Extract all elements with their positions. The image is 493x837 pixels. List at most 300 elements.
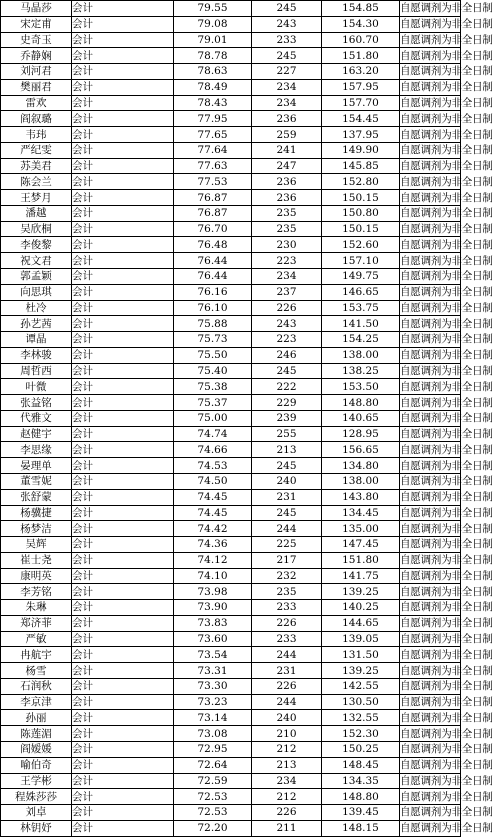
remark-cell: 自愿调剂为非全日制 [400, 774, 493, 787]
total-score-cell: 132.55 [322, 710, 400, 726]
score-cell: 77.53 [174, 174, 252, 190]
remark-cell: 自愿调剂为非全日制 [400, 759, 493, 772]
table-row [1, 111, 461, 127]
score-cell: 74.12 [174, 552, 252, 568]
major-cell: 会计 [72, 300, 174, 316]
remark-cell: 自愿调剂为非全日制 [400, 522, 493, 535]
total-score-cell: 150.15 [322, 221, 400, 237]
total-score-cell: 143.80 [322, 489, 400, 505]
candidate-name-cell: 杜冷 [1, 300, 72, 316]
exam-score-cell: 226 [252, 805, 322, 821]
remark-cell: 自愿调剂为非全日制 [400, 81, 493, 94]
exam-score-cell: 245 [252, 363, 322, 379]
exam-score-cell: 226 [252, 300, 322, 316]
score-cell: 74.50 [174, 473, 252, 489]
table-row [1, 332, 461, 348]
candidate-name-cell: 刘河君 [1, 64, 72, 80]
score-cell: 76.87 [174, 205, 252, 221]
score-cell: 73.14 [174, 710, 252, 726]
major-cell: 会计 [72, 442, 174, 458]
major-cell: 会计 [72, 584, 174, 600]
candidate-name-cell: 李京津 [1, 694, 72, 710]
major-cell: 会计 [72, 694, 174, 710]
remark-cell: 自愿调剂为非全日制 [400, 428, 493, 441]
candidate-name-cell: 吴欣桐 [1, 221, 72, 237]
score-cell: 73.90 [174, 600, 252, 616]
total-score-cell: 148.15 [322, 820, 400, 836]
total-score-cell: 147.45 [322, 537, 400, 553]
total-score-cell: 144.65 [322, 615, 400, 631]
score-cell: 72.59 [174, 773, 252, 789]
candidate-name-cell: 李林骏 [1, 347, 72, 363]
total-score-cell: 154.25 [322, 332, 400, 348]
candidate-name-cell: 王学彬 [1, 773, 72, 789]
table-row [1, 426, 461, 442]
major-cell: 会计 [72, 347, 174, 363]
table-row [1, 300, 461, 316]
candidate-name-cell: 乔静娴 [1, 48, 72, 64]
candidate-name-cell: 代雅文 [1, 410, 72, 426]
score-cell: 77.95 [174, 111, 252, 127]
table-row [1, 174, 461, 190]
candidate-name-cell: 孙丽 [1, 710, 72, 726]
remark-cell: 自愿调剂为非全日制 [400, 175, 493, 188]
table-row [1, 16, 461, 32]
table-row [1, 489, 461, 505]
table-row [1, 32, 461, 48]
score-cell: 74.10 [174, 568, 252, 584]
exam-score-cell: 234 [252, 773, 322, 789]
remark-cell: 自愿调剂为非全日制 [400, 443, 493, 456]
table-row [1, 316, 461, 332]
remark-cell: 自愿调剂为非全日制 [400, 506, 493, 519]
exam-score-cell: 234 [252, 95, 322, 111]
candidate-name-cell: 韦玮 [1, 127, 72, 143]
exam-score-cell: 237 [252, 284, 322, 300]
score-cell: 72.53 [174, 789, 252, 805]
candidate-name-cell: 陈会兰 [1, 174, 72, 190]
exam-score-cell: 236 [252, 174, 322, 190]
total-score-cell: 153.50 [322, 379, 400, 395]
table-row [1, 663, 461, 679]
score-cell: 75.50 [174, 347, 252, 363]
total-score-cell: 157.10 [322, 253, 400, 269]
candidate-name-cell: 石润秋 [1, 678, 72, 694]
exam-score-cell: 247 [252, 158, 322, 174]
candidate-name-cell: 宋定甫 [1, 16, 72, 32]
exam-score-cell: 255 [252, 426, 322, 442]
total-score-cell: 148.80 [322, 395, 400, 411]
remark-cell: 自愿调剂为非全日制 [400, 822, 493, 835]
major-cell: 会计 [72, 190, 174, 206]
exam-score-cell: 244 [252, 694, 322, 710]
candidate-name-cell: 杨骥捷 [1, 505, 72, 521]
remark-cell: 自愿调剂为非全日制 [400, 711, 493, 724]
remark-cell: 自愿调剂为非全日制 [400, 696, 493, 709]
major-cell: 会计 [72, 773, 174, 789]
score-cell: 74.45 [174, 505, 252, 521]
score-cell: 79.55 [174, 1, 252, 17]
exam-score-cell: 245 [252, 458, 322, 474]
major-cell: 会计 [72, 237, 174, 253]
total-score-cell: 138.25 [322, 363, 400, 379]
remark-cell: 自愿调剂为非全日制 [400, 238, 493, 251]
candidate-name-cell: 潘越 [1, 205, 72, 221]
exam-score-cell: 235 [252, 221, 322, 237]
exam-score-cell: 244 [252, 647, 322, 663]
table-row [1, 600, 461, 616]
table-row [1, 79, 461, 95]
remark-cell: 自愿调剂为非全日制 [400, 270, 493, 283]
major-cell: 会计 [72, 95, 174, 111]
table-row [1, 741, 461, 757]
remark-cell: 自愿调剂为非全日制 [400, 128, 493, 141]
candidate-name-cell: 杨雪 [1, 663, 72, 679]
score-cell: 77.65 [174, 127, 252, 143]
score-cell: 73.83 [174, 615, 252, 631]
table-row [1, 568, 461, 584]
exam-score-cell: 243 [252, 316, 322, 332]
remark-cell: 自愿调剂为非全日制 [400, 412, 493, 425]
exam-score-cell: 226 [252, 615, 322, 631]
table-row [1, 552, 461, 568]
total-score-cell: 149.75 [322, 269, 400, 285]
table-row [1, 773, 461, 789]
remark-cell: 自愿调剂为非全日制 [400, 459, 493, 472]
exam-score-cell: 233 [252, 32, 322, 48]
candidate-name-cell: 谭晶 [1, 332, 72, 348]
major-cell: 会计 [72, 79, 174, 95]
score-cell: 76.16 [174, 284, 252, 300]
score-cell: 77.64 [174, 142, 252, 158]
table-row [1, 789, 461, 805]
table-row [1, 347, 461, 363]
major-cell: 会计 [72, 48, 174, 64]
candidate-name-cell: 阎嫒媛 [1, 741, 72, 757]
major-cell: 会计 [72, 142, 174, 158]
total-score-cell: 134.35 [322, 773, 400, 789]
remark-cell: 自愿调剂为非全日制 [400, 554, 493, 567]
candidate-name-cell: 李芳铭 [1, 584, 72, 600]
candidate-name-cell: 雷欢 [1, 95, 72, 111]
remark-cell: 自愿调剂为非全日制 [400, 569, 493, 582]
score-cell: 78.63 [174, 64, 252, 80]
candidate-name-cell: 阎叙璐 [1, 111, 72, 127]
remark-cell: 自愿调剂为非全日制 [400, 33, 493, 46]
candidate-name-cell: 康明英 [1, 568, 72, 584]
exam-score-cell: 236 [252, 111, 322, 127]
total-score-cell: 139.05 [322, 631, 400, 647]
candidate-name-cell: 苏美君 [1, 158, 72, 174]
candidate-name-cell: 叶微 [1, 379, 72, 395]
candidate-name-cell: 严敏 [1, 631, 72, 647]
major-cell: 会计 [72, 726, 174, 742]
remark-cell: 自愿调剂为非全日制 [400, 160, 493, 173]
table-row [1, 142, 461, 158]
remark-cell: 自愿调剂为非全日制 [400, 333, 493, 346]
total-score-cell: 148.45 [322, 757, 400, 773]
total-score-cell: 145.85 [322, 158, 400, 174]
score-cell: 79.01 [174, 32, 252, 48]
table-row [1, 505, 461, 521]
remark-cell: 自愿调剂为非全日制 [400, 317, 493, 330]
remark-cell: 自愿调剂为非全日制 [400, 617, 493, 630]
table-row [1, 442, 461, 458]
major-cell: 会计 [72, 537, 174, 553]
remark-cell: 自愿调剂为非全日制 [400, 396, 493, 409]
table-row [1, 205, 461, 221]
remark-cell: 自愿调剂为非全日制 [400, 727, 493, 740]
remark-cell: 自愿调剂为非全日制 [400, 790, 493, 803]
major-cell: 会计 [72, 284, 174, 300]
total-score-cell: 131.50 [322, 647, 400, 663]
total-score-cell: 151.80 [322, 48, 400, 64]
remark-cell: 自愿调剂为非全日制 [400, 380, 493, 393]
major-cell: 会计 [72, 647, 174, 663]
major-cell: 会计 [72, 379, 174, 395]
candidate-name-cell: 程姝莎莎 [1, 789, 72, 805]
major-cell: 会计 [72, 316, 174, 332]
total-score-cell: 142.55 [322, 678, 400, 694]
candidate-name-cell: 林钥妤 [1, 820, 72, 836]
candidate-name-cell: 杨梦洁 [1, 521, 72, 537]
score-cell: 78.49 [174, 79, 252, 95]
candidate-name-cell: 孙艺茜 [1, 316, 72, 332]
score-cell: 75.37 [174, 395, 252, 411]
major-cell: 会计 [72, 332, 174, 348]
score-cell: 74.42 [174, 521, 252, 537]
total-score-cell: 130.50 [322, 694, 400, 710]
total-score-cell: 139.25 [322, 663, 400, 679]
total-score-cell: 140.25 [322, 600, 400, 616]
total-score-cell: 157.95 [322, 79, 400, 95]
candidate-name-cell: 樊丽君 [1, 79, 72, 95]
remark-cell: 自愿调剂为非全日制 [400, 112, 493, 125]
score-cell: 75.40 [174, 363, 252, 379]
exam-score-cell: 233 [252, 600, 322, 616]
exam-score-cell: 234 [252, 79, 322, 95]
remark-cell: 自愿调剂为非全日制 [400, 538, 493, 551]
table-row [1, 757, 461, 773]
major-cell: 会计 [72, 1, 174, 17]
remark-cell: 自愿调剂为非全日制 [400, 664, 493, 677]
exam-score-cell: 235 [252, 584, 322, 600]
candidate-name-cell: 王梦月 [1, 190, 72, 206]
candidate-name-cell: 董雪妮 [1, 473, 72, 489]
total-score-cell: 150.25 [322, 741, 400, 757]
major-cell: 会计 [72, 710, 174, 726]
table-row [1, 48, 461, 64]
remark-cell: 自愿调剂为非全日制 [400, 65, 493, 78]
major-cell: 会计 [72, 615, 174, 631]
major-cell: 会计 [72, 489, 174, 505]
exam-score-cell: 235 [252, 205, 322, 221]
score-cell: 76.44 [174, 253, 252, 269]
score-cell: 76.48 [174, 237, 252, 253]
exam-score-cell: 212 [252, 789, 322, 805]
table-row [1, 631, 461, 647]
major-cell: 会计 [72, 521, 174, 537]
remark-cell: 自愿调剂为非全日制 [400, 633, 493, 645]
table-row [1, 820, 461, 836]
table-body [1, 1, 493, 837]
table-row [1, 221, 461, 237]
total-score-cell: 128.95 [322, 426, 400, 442]
table-row [1, 726, 461, 742]
remark-cell: 自愿调剂为非全日制 [400, 286, 493, 299]
major-cell: 会计 [72, 552, 174, 568]
score-cell: 72.95 [174, 741, 252, 757]
total-score-cell: 150.80 [322, 205, 400, 221]
candidate-name-cell: 崔士尧 [1, 552, 72, 568]
exam-score-cell: 229 [252, 395, 322, 411]
score-cell: 73.30 [174, 678, 252, 694]
table-row [1, 95, 461, 111]
exam-score-cell: 245 [252, 1, 322, 17]
table-row [1, 615, 461, 631]
candidate-name-cell: 刘卓 [1, 805, 72, 821]
exam-score-cell: 212 [252, 741, 322, 757]
table-row [1, 678, 461, 694]
major-cell: 会计 [72, 473, 174, 489]
major-cell: 会计 [72, 789, 174, 805]
score-cell: 74.53 [174, 458, 252, 474]
total-score-cell: 138.00 [322, 473, 400, 489]
remark-cell: 自愿调剂为非全日制 [400, 491, 493, 504]
exam-score-cell: 217 [252, 552, 322, 568]
table-row [1, 805, 461, 821]
table-row [1, 1, 461, 17]
candidate-name-cell: 严纪雯 [1, 142, 72, 158]
exam-score-cell: 226 [252, 678, 322, 694]
exam-score-cell: 240 [252, 710, 322, 726]
score-cell: 76.44 [174, 269, 252, 285]
exam-score-cell: 223 [252, 332, 322, 348]
candidate-name-cell: 郑济菲 [1, 615, 72, 631]
table-row [1, 521, 461, 537]
table-row [1, 158, 461, 174]
remark-cell: 自愿调剂为非全日制 [400, 96, 493, 109]
major-cell: 会计 [72, 111, 174, 127]
major-cell: 会计 [72, 363, 174, 379]
candidate-name-cell: 张益铭 [1, 395, 72, 411]
major-cell: 会计 [72, 426, 174, 442]
total-score-cell: 152.30 [322, 726, 400, 742]
total-score-cell: 163.20 [322, 64, 400, 80]
major-cell: 会计 [72, 158, 174, 174]
exam-score-cell: 233 [252, 631, 322, 647]
major-cell: 会计 [72, 205, 174, 221]
major-cell: 会计 [72, 600, 174, 616]
total-score-cell: 154.30 [322, 16, 400, 32]
candidate-name-cell: 马晶莎 [1, 1, 72, 17]
score-cell: 75.00 [174, 410, 252, 426]
remark-cell: 自愿调剂为非全日制 [400, 223, 493, 236]
score-cell: 75.88 [174, 316, 252, 332]
exam-score-cell: 259 [252, 127, 322, 143]
candidate-name-cell: 史奇玉 [1, 32, 72, 48]
total-score-cell: 153.75 [322, 300, 400, 316]
exam-score-cell: 231 [252, 489, 322, 505]
total-score-cell: 152.80 [322, 174, 400, 190]
exam-score-cell: 231 [252, 663, 322, 679]
total-score-cell: 150.15 [322, 190, 400, 206]
score-cell: 76.10 [174, 300, 252, 316]
major-cell: 会计 [72, 269, 174, 285]
total-score-cell: 156.65 [322, 442, 400, 458]
total-score-cell: 154.45 [322, 111, 400, 127]
major-cell: 会计 [72, 505, 174, 521]
table-row [1, 269, 461, 285]
exam-score-cell: 213 [252, 757, 322, 773]
score-cell: 75.73 [174, 332, 252, 348]
score-cell: 74.74 [174, 426, 252, 442]
score-cell: 72.64 [174, 757, 252, 773]
remark-cell: 自愿调剂为非全日制 [400, 601, 493, 614]
major-cell: 会计 [72, 741, 174, 757]
table-row [1, 694, 461, 710]
score-cell: 73.31 [174, 663, 252, 679]
remark-cell: 自愿调剂为非全日制 [400, 144, 493, 157]
major-cell: 会计 [72, 678, 174, 694]
major-cell: 会计 [72, 458, 174, 474]
total-score-cell: 137.95 [322, 127, 400, 143]
total-score-cell: 140.65 [322, 410, 400, 426]
table-row [1, 284, 461, 300]
score-cell: 74.45 [174, 489, 252, 505]
total-score-cell: 138.00 [322, 347, 400, 363]
candidate-name-cell: 郭孟颖 [1, 269, 72, 285]
exam-score-cell: 245 [252, 505, 322, 521]
major-cell: 会计 [72, 757, 174, 773]
major-cell: 会计 [72, 568, 174, 584]
major-cell: 会计 [72, 16, 174, 32]
remark-cell: 自愿调剂为非全日制 [400, 806, 493, 819]
exam-score-cell: 240 [252, 473, 322, 489]
table-row [1, 647, 461, 663]
score-cell: 75.38 [174, 379, 252, 395]
table-row [1, 537, 461, 553]
total-score-cell: 151.80 [322, 552, 400, 568]
table-row [1, 710, 461, 726]
candidate-name-cell: 晏理单 [1, 458, 72, 474]
table-row [1, 64, 461, 80]
remark-cell: 自愿调剂为非全日制 [400, 49, 493, 62]
table-row [1, 190, 461, 206]
table-row [1, 127, 461, 143]
major-cell: 会计 [72, 805, 174, 821]
remark-cell: 自愿调剂为非全日制 [400, 301, 493, 314]
major-cell: 会计 [72, 253, 174, 269]
score-cell: 78.43 [174, 95, 252, 111]
score-cell: 76.87 [174, 190, 252, 206]
table-row [1, 458, 461, 474]
total-score-cell: 134.45 [322, 505, 400, 521]
candidate-name-cell: 李俊黎 [1, 237, 72, 253]
table-row [1, 237, 461, 253]
total-score-cell: 148.80 [322, 789, 400, 805]
remark-cell: 自愿调剂为非全日制 [400, 475, 493, 488]
exam-score-cell: 222 [252, 379, 322, 395]
total-score-cell: 146.65 [322, 284, 400, 300]
remark-cell: 自愿调剂为非全日制 [400, 743, 493, 756]
total-score-cell: 149.90 [322, 142, 400, 158]
score-cell: 74.66 [174, 442, 252, 458]
score-cell: 72.20 [174, 820, 252, 836]
major-cell: 会计 [72, 631, 174, 647]
exam-score-cell: 236 [252, 190, 322, 206]
table-row [1, 410, 461, 426]
